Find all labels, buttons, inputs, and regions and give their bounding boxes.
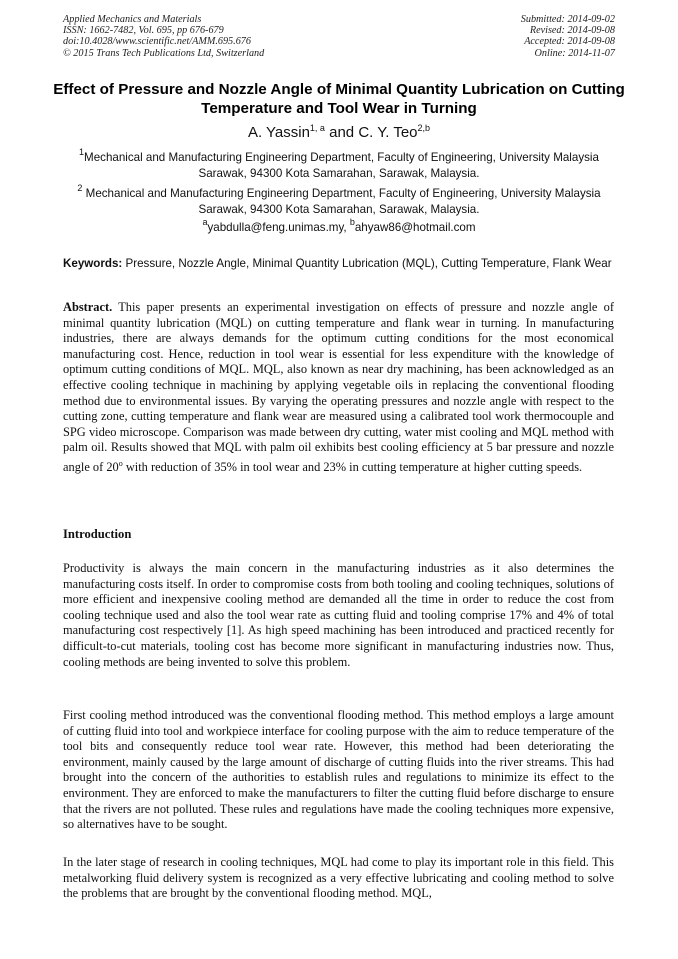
author-connector: and bbox=[324, 124, 359, 141]
affiliation-1-text: Mechanical and Manufacturing Engineering Department, Faculty of Engineering, University Malaysia Sarawak, 94300 Kota Samarahan, Sarawak, Malaysia. bbox=[84, 151, 599, 180]
date-online: Online: 2014-11-07 bbox=[534, 47, 615, 59]
abstract-text: This paper presents an experimental investigation on effects of pressure and nozzle angle of minimal quantity lubrication (MQL) on cutting temperature and flank wear in turning. In manufacturing industries, there are always demands for the optimum cutting conditions for the most economical manufacturing cost. Hence, reduction in tool wear is essential for less expenditure with the knowledge of optimum cutting conditions of MQL. MQL, also known as near dry machining, has been acknowledged as an effective cooling technique in machining by applying vegetable oils in replacing the conventional flooding method due to environmental issues. By varying the operating pressures and nozzle angle with respect to the cutting zone, cutting temperature and flank wear are measured using a calibrated tool work thermocouple and SPG video microscope. Comparison was made between dry cutting, water mist cooling and MQL method with palm oil. Results showed that MQL with palm oil exhibits best cooling efficiency at 5 bar pressure and nozzle angle of 20 bbox=[63, 300, 614, 475]
journal-doi: doi:10.4028/www.scientific.net/AMM.695.676 bbox=[63, 36, 251, 48]
affiliation-1-superscript: 1 bbox=[79, 147, 85, 157]
affiliation-2-superscript: 2 bbox=[77, 183, 83, 193]
abstract-text-end: with reduction of 35% in tool wear and 23% in cutting temperature at higher cutting speeds. bbox=[122, 460, 583, 475]
intro-paragraph-2: First cooling method introduced was the conventional flooding method. This method employs a large amount of cutting fluid into tool and workpiece interface for cooling purpose with the aim to reduce temperature of the tool bits and consequently reduce tool wear rate. However, this method had been deteriorating the environment, mainly caused by the large amount of discharge of cutting fluids into the river streams. This had brought into the concern of the authorities to establish rules and regulations to minimize its effect to the environment. They are enforced to make the manufacturers to filter the cutting fluid before discharge to ensure that the rivers are not polluted. These rules and regulations have made the cooling techniques more expensive, so alternatives have to be sought. bbox=[63, 708, 614, 832]
keywords-label: Keywords: bbox=[63, 257, 123, 270]
author-line bbox=[0, 124, 678, 142]
email-a[interactable]: yabdulla@feng.unimas.my, bbox=[207, 221, 350, 234]
author-2-superscript: 2,b bbox=[417, 123, 431, 133]
date-submitted: Submitted: 2014-09-02 bbox=[520, 14, 615, 25]
keywords bbox=[63, 256, 614, 271]
abstract bbox=[63, 300, 614, 476]
email-a-superscript: a bbox=[202, 217, 208, 227]
intro-paragraph-1: Productivity is always the main concern in the manufacturing industries as it also determines the manufacturing costs itself. In order to compromise costs from both tooling and cooling techniques, solutions of more efficient and inexpensive cooling method are demanded all the time in order to reduce the cost from cooling technique used and also the tool wear rate as cutting fluid and tooling comprise 17% and 4% of total manufacturing cost respectively [1]. As high speed machining has been introduced and practiced recently for difficult-to-cut materials, tooling cost has become more significant in manufacturing industries now. Thus, cooling methods are being invented to solve this problem. bbox=[63, 561, 614, 669]
keywords-text: Pressure, Nozzle Angle, Minimal Quantity Lubrication (MQL), Cutting Temperature, Flank Wear bbox=[122, 257, 612, 270]
email-b[interactable]: ahyaw86@hotmail.com bbox=[354, 221, 476, 234]
author-1: A. Yassin bbox=[247, 124, 310, 141]
affiliation-2 bbox=[72, 183, 606, 217]
abstract-label: Abstract. bbox=[63, 300, 113, 314]
affiliation-1 bbox=[72, 147, 606, 181]
journal-header-right bbox=[521, 14, 615, 59]
intro-paragraph-3: In the later stage of research in cooling techniques, MQL had come to play its important role in this field. This metalworking fluid delivery system is recognized as a very effective lubricating and cooling method to solve the problems that are brought by the conventional flooding method. MQL, bbox=[63, 855, 614, 901]
affiliation-2-text: Mechanical and Manufacturing Engineering Department, Faculty of Engineering, University Malaysia Sarawak, 94300 Kota Samarahan, Sarawak, Malaysia. bbox=[82, 187, 604, 216]
journal-header-left bbox=[63, 14, 264, 59]
date-accepted: Accepted: 2014-09-08 bbox=[524, 36, 615, 48]
author-emails bbox=[0, 217, 678, 235]
journal-copyright: © 2015 Trans Tech Publications Ltd, Switzerland bbox=[63, 47, 265, 59]
author-2: C. Y. Teo bbox=[358, 124, 418, 141]
journal-name: Applied Mechanics and Materials bbox=[63, 14, 202, 25]
paper-title: Effect of Pressure and Nozzle Angle of Minimal Quantity Lubrication on Cutting Temperature and Tool Wear in Turning bbox=[53, 81, 625, 117]
degree-superscript: o bbox=[118, 458, 123, 468]
email-b-superscript: b bbox=[349, 217, 355, 227]
journal-issn: ISSN: 1662-7482, Vol. 695, pp 676-679 bbox=[63, 25, 224, 37]
date-revised: Revised: 2014-09-08 bbox=[529, 25, 615, 37]
section-heading-introduction: Introduction bbox=[63, 527, 132, 541]
author-1-superscript: 1, a bbox=[309, 123, 325, 133]
